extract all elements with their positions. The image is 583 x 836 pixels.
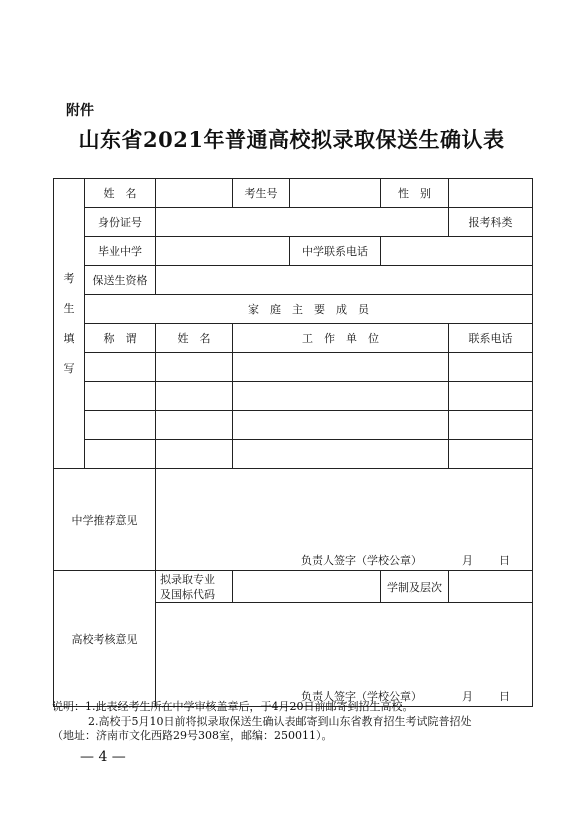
name-label: 姓 名 <box>85 179 156 208</box>
page-number: — 4 — <box>80 749 126 765</box>
school-phone-label: 中学联系电话 <box>290 237 381 266</box>
member-name-cell[interactable] <box>156 353 233 382</box>
system-field[interactable] <box>449 571 533 603</box>
gender-label: 性 别 <box>381 179 449 208</box>
phone-cell[interactable] <box>449 411 533 440</box>
phone-cell[interactable] <box>449 382 533 411</box>
col-name: 姓 名 <box>156 324 233 353</box>
university-day-label: 日 <box>499 690 510 703</box>
id-no-label: 身份证号 <box>85 208 156 237</box>
work-cell[interactable] <box>233 353 449 382</box>
university-opinion-field[interactable] <box>156 603 533 707</box>
note-line-2: 2.高校于5月10日前将拟录取保送生确认表邮寄到山东省教育招生考试院普招处 <box>88 714 472 728</box>
school-phone-field[interactable] <box>381 237 533 266</box>
member-name-cell[interactable] <box>156 382 233 411</box>
school-day-label: 日 <box>499 554 510 567</box>
school-label: 毕业中学 <box>85 237 156 266</box>
id-no-field[interactable] <box>156 208 449 237</box>
university-opinion-label: 高校考核意见 <box>54 571 156 707</box>
major-label: 拟录取专业 及国标代码 <box>156 571 233 603</box>
page-title: 山东省2021年普通高校拟录取保送生确认表 <box>78 127 505 152</box>
relation-cell[interactable] <box>85 411 156 440</box>
attachment-label: 附件 <box>66 103 94 119</box>
work-cell[interactable] <box>233 382 449 411</box>
family-row <box>54 353 533 382</box>
relation-cell[interactable] <box>85 353 156 382</box>
member-name-cell[interactable] <box>156 411 233 440</box>
major-field[interactable] <box>233 571 381 603</box>
phone-cell[interactable] <box>449 440 533 469</box>
relation-cell[interactable] <box>85 382 156 411</box>
student-section-label: 考 生 填 写 <box>54 179 85 469</box>
exam-no-field[interactable] <box>290 179 381 208</box>
school-opinion-field[interactable] <box>156 469 533 571</box>
school-opinion-label: 中学推荐意见 <box>54 469 156 571</box>
system-label: 学制及层次 <box>381 571 449 603</box>
family-row <box>54 411 533 440</box>
phone-cell[interactable] <box>449 353 533 382</box>
family-row <box>54 382 533 411</box>
school-field[interactable] <box>156 237 290 266</box>
col-phone: 联系电话 <box>449 324 533 353</box>
subject-label: 报考科类 <box>449 208 533 237</box>
member-name-cell[interactable] <box>156 440 233 469</box>
family-members-header: 家 庭 主 要 成 员 <box>85 295 533 324</box>
work-cell[interactable] <box>233 440 449 469</box>
school-signature-label: 负责人签字（学校公章） <box>301 554 422 567</box>
col-work: 工 作 单 位 <box>233 324 449 353</box>
family-row <box>54 440 533 469</box>
exam-no-label: 考生号 <box>233 179 290 208</box>
gender-field[interactable] <box>449 179 533 208</box>
work-cell[interactable] <box>233 411 449 440</box>
notes <box>52 700 542 744</box>
qualification-label: 保送生资格 <box>85 266 156 295</box>
confirmation-form <box>53 178 533 707</box>
col-relation: 称 谓 <box>85 324 156 353</box>
name-field[interactable] <box>156 179 233 208</box>
relation-cell[interactable] <box>85 440 156 469</box>
school-month-label: 月 <box>462 554 473 567</box>
university-signature-label: 负责人签字（学校公章） <box>301 690 422 703</box>
university-month-label: 月 <box>462 690 473 703</box>
qualification-field[interactable] <box>156 266 533 295</box>
note-line-3: （地址：济南市文化西路29号308室，邮编：250011）。 <box>52 729 333 742</box>
note-line-1: 说明：1.此表经考生所在中学审核盖章后，于4月20日前邮寄到招生高校。 <box>52 700 414 713</box>
